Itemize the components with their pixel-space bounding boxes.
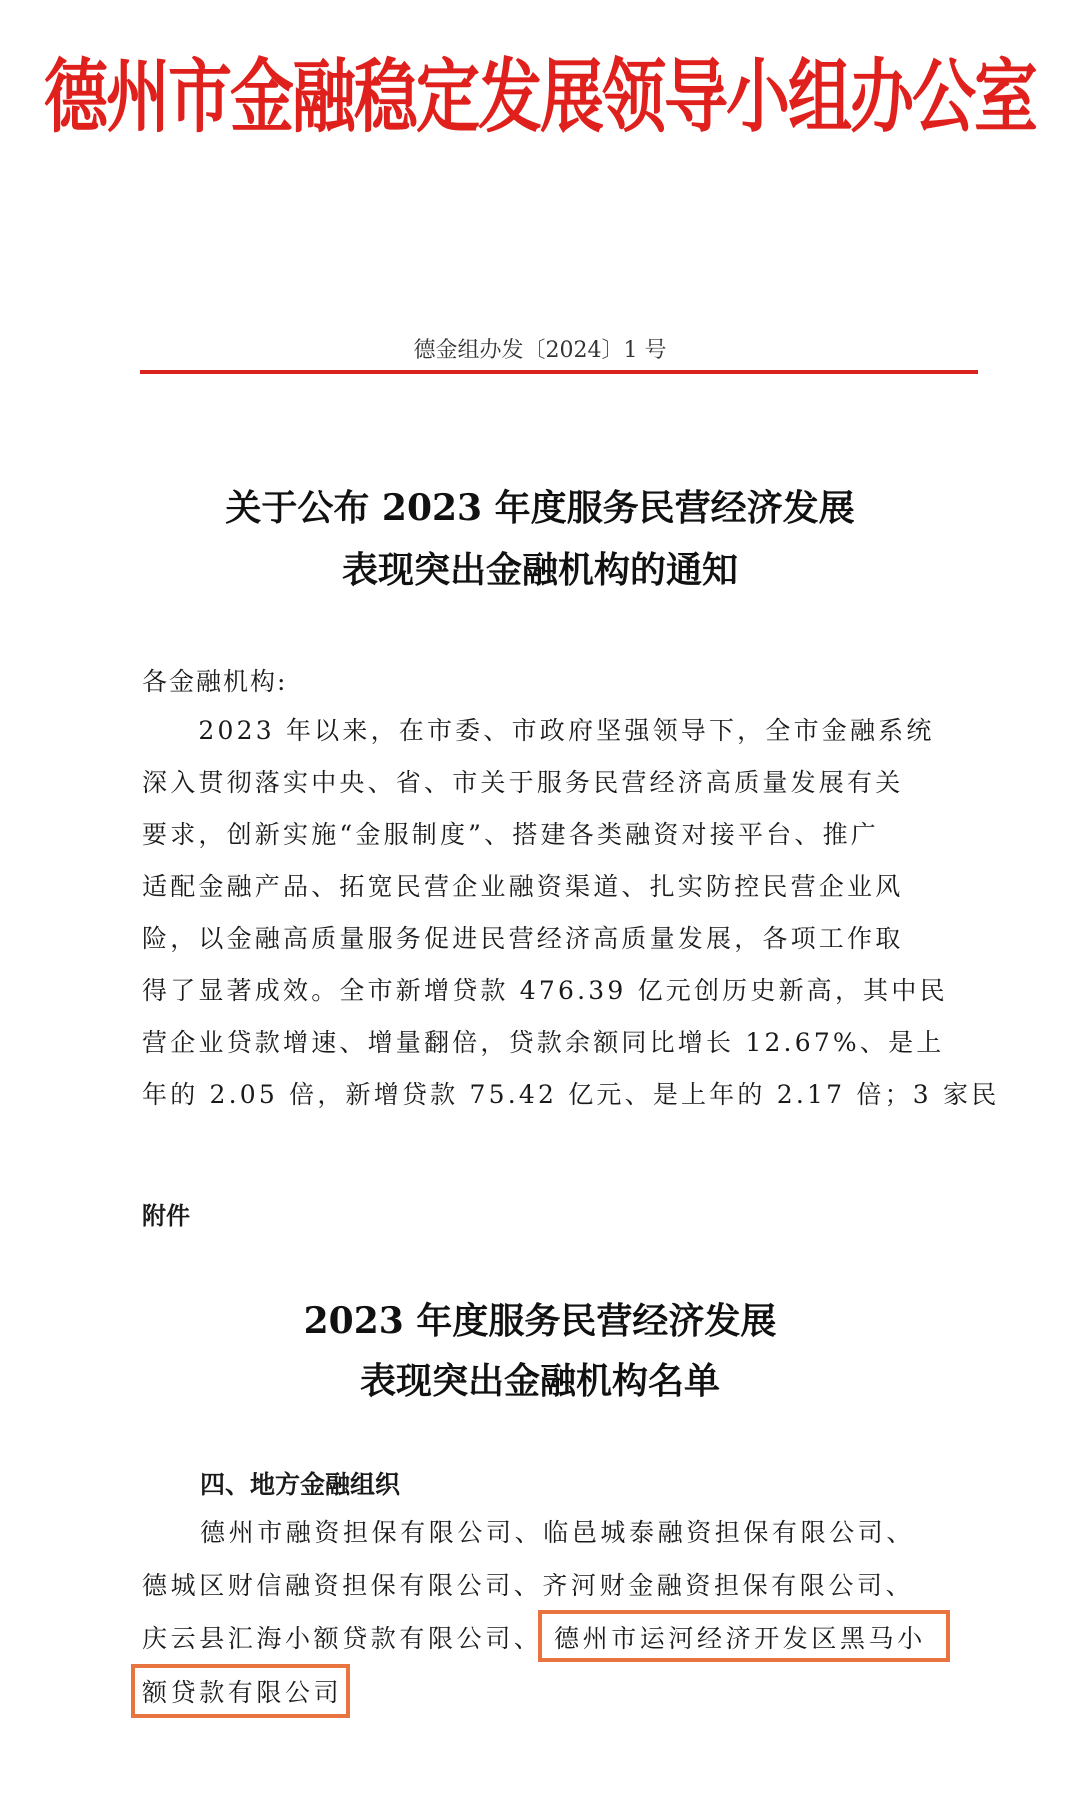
attachment-title-line-1: 2023 年度服务民营经济发展	[303, 1300, 777, 1342]
paragraph-line: 要求，创新实施“金服制度”、搭建各类融资对接平台、推广	[142, 820, 879, 849]
attachment-title-line-2: 表现突出金融机构名单	[359, 1360, 720, 1402]
paragraph-line: 险，以金融高质量服务促进民营经济高质量发展，各项工作取	[142, 924, 904, 953]
list-line: 德城区财信融资担保有限公司、齐河财金融资担保有限公司、	[142, 1571, 915, 1600]
list-line: 庆云县汇海小额贷款有限公司、	[142, 1624, 543, 1653]
paragraph-line: 年的 2.05 倍，新增贷款 75.42 亿元、是上年的 2.17 倍；3 家民	[142, 1080, 1000, 1109]
list-line: 德州市融资担保有限公司、临邑城泰融资担保有限公司、	[200, 1518, 916, 1547]
highlighted-institution-part-2: 额贷款有限公司	[142, 1678, 343, 1707]
red-divider-rule	[140, 370, 978, 374]
attachment-label: 附件	[142, 1202, 190, 1230]
notice-title-line-2: 表现突出金融机构的通知	[341, 549, 738, 591]
document-number: 德金组办发〔2024〕1 号	[413, 338, 667, 363]
paragraph-line: 深入贯彻落实中央、省、市关于服务民营经济高质量发展有关	[142, 768, 904, 797]
highlighted-institution-part-1: 德州市运河经济开发区黑马小	[554, 1624, 926, 1653]
highlight-box-top	[538, 1610, 950, 1662]
paragraph-line: 营企业贷款增速、增量翻倍，贷款余额同比增长 12.67%、是上	[142, 1028, 945, 1057]
paragraph-line: 得了显著成效。全市新增贷款 476.39 亿元创历史新高，其中民	[142, 976, 948, 1005]
salutation: 各金融机构:	[142, 667, 288, 696]
highlight-box-bottom	[131, 1664, 350, 1718]
issuing-organization-header: 德州市金融稳定发展领导小组办公室	[44, 51, 1036, 145]
paragraph-line: 2023 年以来，在市委、市政府坚强领导下，全市金融系统	[142, 716, 935, 745]
paragraph-line: 适配金融产品、拓宽民营企业融资渠道、扎实防控民营企业风	[142, 872, 904, 901]
section-heading: 四、地方金融组织	[200, 1470, 401, 1499]
notice-title-line-1: 关于公布 2023 年度服务民营经济发展	[225, 487, 855, 529]
